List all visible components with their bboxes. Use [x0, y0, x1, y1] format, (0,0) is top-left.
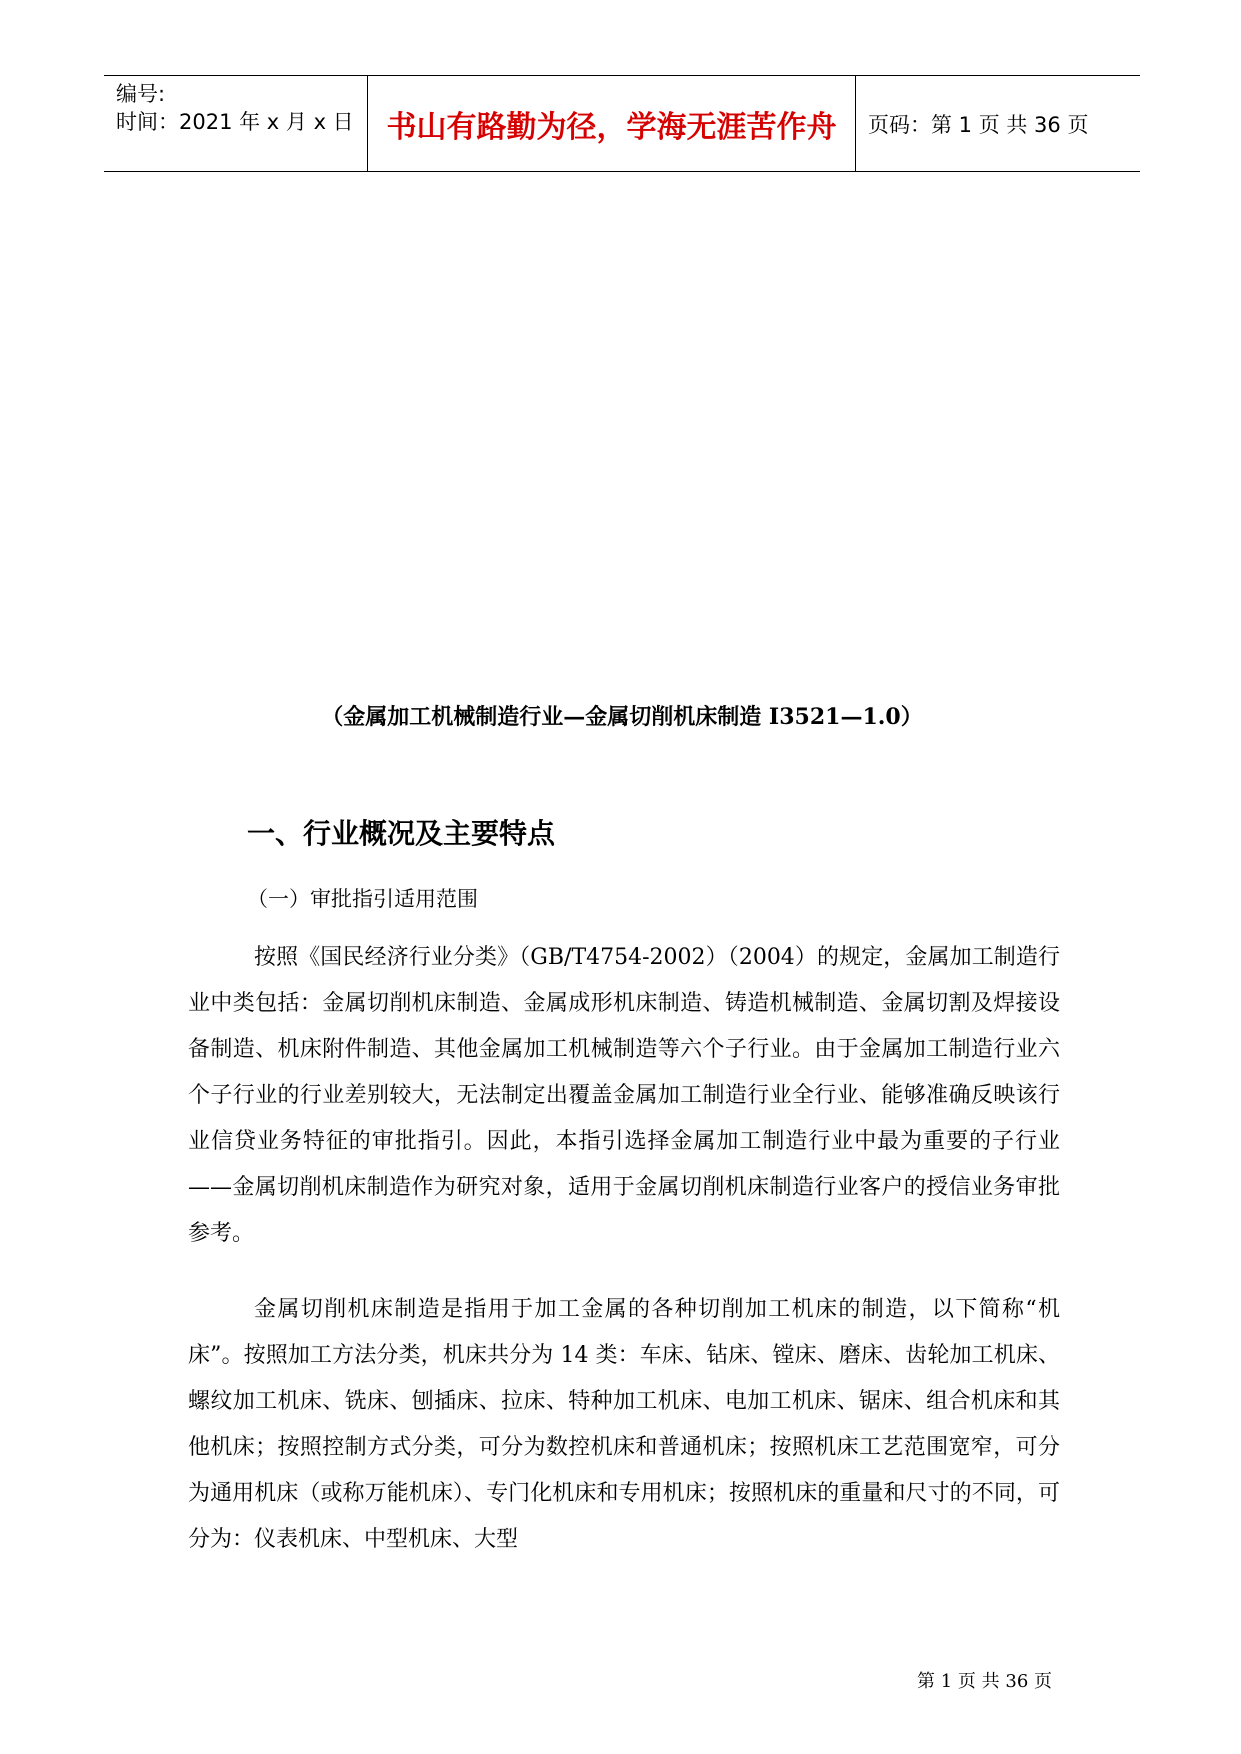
header-info-cell [104, 76, 368, 171]
document-time-label: 时间：2021 年 x 月 x 日 [116, 110, 354, 134]
header-motto: 书山有路勤为径，学海无涯苦作舟 [386, 109, 837, 145]
document-number-label: 编号: [116, 82, 166, 106]
document-subtitle: （金属加工机械制造行业—金属切削机床制造 I3521—1.0） [321, 704, 923, 730]
header-motto-cell [368, 76, 856, 171]
header-table [104, 75, 1140, 172]
header-page-code: 页码：第 1 页 共 36 页 [868, 112, 1089, 137]
body-paragraph: 按照《国民经济行业分类》（GB/T4754-2002）（2004）的规定，金属加工制造行业中类包括：金属切削机床制造、金属成形机床制造、铸造机械制造、金属切割及焊接设备制造、机床附件制造、其他金属加工机械制造等六个子行业。由于金属加工制造行业六个子行业的行业差别较大，无法制定出覆盖金属加工制造行业全行业、能够准确反映该行业信贷业务特征的审批指引。因此，本指引选择金属加工制造行业中最为重要的子行业——金属切削机床制造作为研究对象，适用于金属切削机床制造行业客户的授信业务审批参考。 [188, 945, 1060, 1246]
body-paragraph: 金属切削机床制造是指用于加工金属的各种切削加工机床的制造，以下简称“机床”。按照加工方法分类，机床共分为 14 类：车床、钻床、镗床、磨床、齿轮加工机床、螺纹加工机床、铣床、刨插床、拉床、特种加工机床、电加工机床、锯床、组合机床和其他机床；按照控制方式分类，可分为数控机床和普通机床；按照机床工艺范围宽窄，可分为通用机床（或称万能机床）、专门化机床和专用机床；按照机床的重量和尺寸的不同，可分为：仪表机床、中型机床、大型 [188, 1297, 1060, 1552]
header-page-cell [856, 76, 1140, 171]
section-heading: 一、行业概况及主要特点 [247, 817, 556, 850]
subsection-heading: （一）审批指引适用范围 [247, 887, 478, 911]
page-footer: 第 1 页 共 36 页 [917, 1671, 1052, 1692]
